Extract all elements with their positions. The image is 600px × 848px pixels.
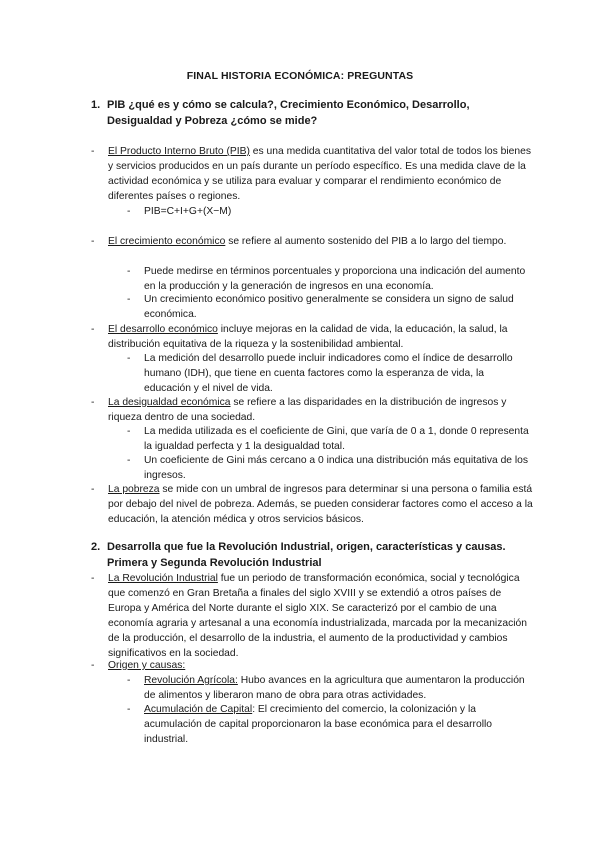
pib-definition: es una medida cuantitativa del valor total de todos los bienes y servicios producidos en un país durante un período específico. Es una medida clave de la actividad económica y se utiliza para evaluar y comparar el rendimiento económico de diferentes países o regiones. [108, 146, 531, 202]
revolucion-definition: fue un periodo de transformación económica, social y tecnológica que comenzó en Gran Bretaña a finales del siglo XVIII y se extendió a otros países de Europa y América del Norte durante el siglo XIX. Se caracterizó por el cambio de una economía agraria y artesanal a una economía industrializada, marcada por la mecanización de la producción, el desarrollo de la industria, el aumento de la productividad y cambios significativos en la sociedad. [108, 573, 527, 659]
bullet-dash: - [127, 294, 131, 305]
list-item-desarrollo-sub1 [127, 351, 529, 396]
question-2-heading [91, 540, 531, 571]
list-item-desarrollo [91, 322, 533, 352]
bullet-dash: - [91, 660, 95, 671]
list-item-desigualdad-sub1 [127, 424, 529, 454]
list-item-origen [91, 658, 533, 673]
term-revolucion: La Revolución Industrial [108, 573, 218, 584]
term-pib: El Producto Interno Bruto (PIB) [108, 146, 250, 157]
term-crecimiento: El crecimiento económico [108, 236, 226, 247]
crecimiento-definition: se refiere al aumento sostenido del PIB a lo largo del tiempo. [225, 236, 507, 247]
term-revolucion-agricola: Revolución Agrícola: [144, 675, 238, 686]
desigualdad-detail: Un coeficiente de Gini más cercano a 0 indica una distribución más equitativa de los ingresos. [144, 455, 529, 481]
list-item-crecimiento-sub1 [127, 264, 529, 294]
document-title: FINAL HISTORIA ECONÓMICA: PREGUNTAS [186, 70, 414, 82]
desarrollo-detail: La medición del desarrollo puede incluir indicadores como el índice de desarrollo humano (IDH), que tiene en cuenta factores como la esperanza de vida, la educación y el nivel de vida. [144, 353, 513, 394]
question-1-heading [91, 98, 531, 129]
list-item-pobreza [91, 482, 533, 527]
list-item-crecimiento [91, 234, 533, 249]
pib-formula: PIB=C+I+G+(X−M) [144, 206, 232, 217]
list-item-desigualdad-sub2 [127, 453, 529, 483]
desigualdad-definition: se refiere a las disparidades en la distribución de ingresos y riqueza dentro de una sociedad. [108, 397, 507, 423]
bullet-dash: - [127, 266, 131, 277]
desarrollo-definition: incluye mejoras en la calidad de vida, la educación, la salud, la distribución equitativa de la riqueza y la sostenibilidad ambiental. [108, 324, 508, 350]
list-item-pib [91, 144, 533, 204]
bullet-dash: - [127, 704, 131, 715]
bullet-dash: - [91, 324, 95, 335]
list-item-revolucion [91, 571, 533, 661]
term-pobreza: La pobreza [108, 484, 160, 495]
bullet-dash: - [91, 236, 95, 247]
acumulacion-capital-text: : El crecimiento del comercio, la colonización y la acumulación de capital proporcionaron la base económica para el desarrollo industrial. [144, 704, 493, 745]
revolucion-agricola-text: Hubo avances en la agricultura que aumentaron la producción de alimentos y liberaron mano de obra para otras actividades. [144, 675, 525, 701]
crecimiento-detail: Un crecimiento económico positivo generalmente se considera un signo de salud económica. [144, 294, 514, 320]
bullet-dash: - [91, 484, 95, 495]
term-acumulacion-capital: Acumulación de Capital [144, 704, 253, 715]
desigualdad-detail: La medida utilizada es el coeficiente de Gini, que varía de 0 a 1, donde 0 representa la igualdad perfecta y 1 la desigualdad total. [144, 426, 529, 452]
list-item-desigualdad [91, 395, 533, 425]
pobreza-definition: se mide con un umbral de ingresos para determinar si una persona o familia está por debajo del nivel de pobreza. Además, se pueden considerar factores como el acceso a la educación, la atención médica y otros servicios básicos. [108, 484, 533, 525]
list-item-crecimiento-sub2 [127, 292, 529, 322]
list-item-origen-sub2 [127, 702, 529, 747]
term-origen: Origen y causas: [108, 660, 186, 671]
question-number: 1. [91, 99, 101, 111]
list-item-origen-sub1 [127, 673, 529, 703]
question-text: Desarrolla que fue la Revolución Industrial, origen, características y causas. Primera y Segunda Revolución Industrial [107, 541, 506, 569]
question-text: PIB ¿qué es y cómo se calcula?, Crecimiento Económico, Desarrollo, Desigualdad y Pobreza ¿cómo se mide? [107, 99, 470, 127]
crecimiento-detail: Puede medirse en términos porcentuales y proporciona una indicación del aumento en la producción y la generación de ingresos en una economía. [144, 266, 526, 292]
question-number: 2. [91, 541, 101, 553]
bullet-dash: - [91, 573, 95, 584]
term-desarrollo: El desarrollo económico [108, 324, 218, 335]
bullet-dash: - [127, 426, 131, 437]
bullet-dash: - [127, 353, 131, 364]
bullet-dash: - [91, 146, 95, 157]
term-desigualdad: La desigualdad económica [108, 397, 231, 408]
bullet-dash: - [127, 206, 131, 217]
bullet-dash: - [127, 675, 131, 686]
bullet-dash: - [91, 397, 95, 408]
bullet-dash: - [127, 455, 131, 466]
list-item-pib-formula [127, 204, 529, 219]
